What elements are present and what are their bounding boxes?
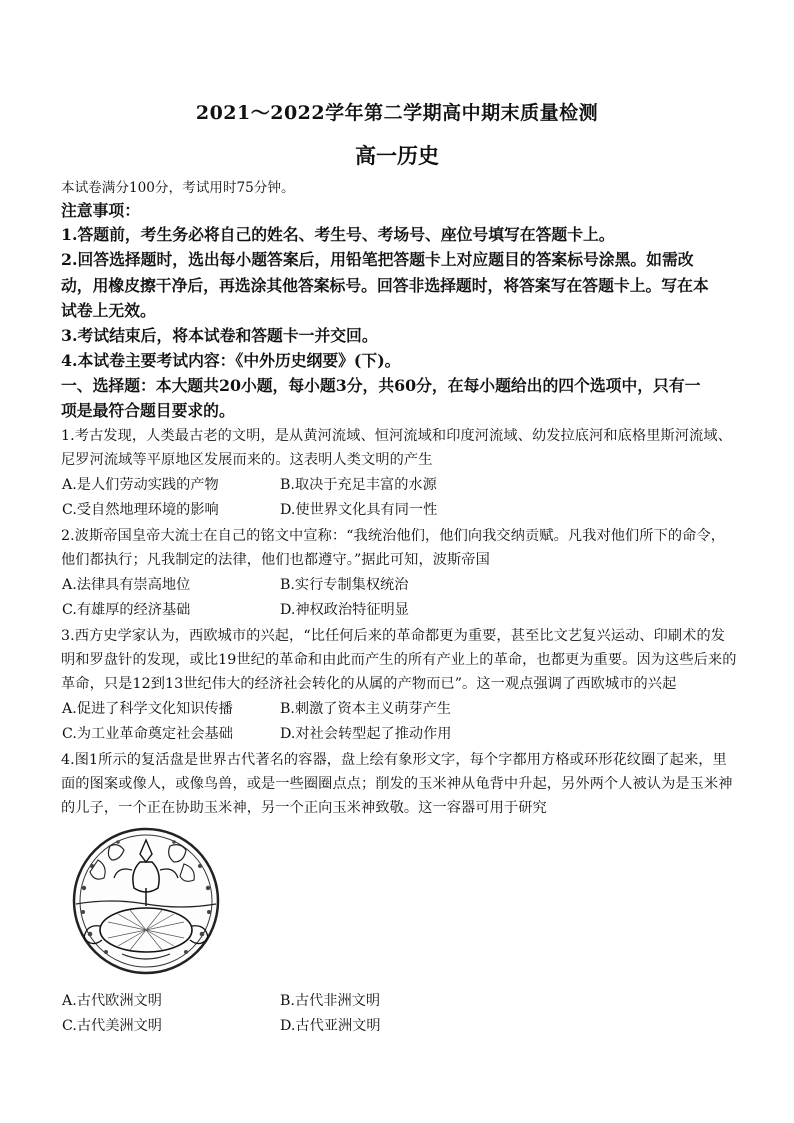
option-c: C.古代美洲文明 bbox=[62, 1018, 162, 1034]
notice-line: 1.答题前，考生务必将自己的姓名、考生号、考场号、座位号填写在答题卡上。 bbox=[61, 225, 615, 244]
exam-subject: 高一历史 bbox=[355, 143, 439, 168]
question-stem: 明和罗盘针的发现，或比19世纪的革命和由此而产生的所有产业上的革命，也都更为重要。因为这些后来的 bbox=[61, 652, 737, 668]
option-a: A.法律具有崇高地位 bbox=[62, 577, 191, 593]
option-b: B.古代非洲文明 bbox=[280, 993, 381, 1009]
notice-line: 3.考试结束后，将本试卷和答题卡一并交回。 bbox=[61, 326, 378, 345]
question-stem: 尼罗河流域等平原地区发展而来的。这表明人类文明的产生 bbox=[61, 452, 433, 468]
question-stem: 4.图1所示的复活盘是世界古代著名的容器，盘上绘有象形文字，每个字都用方格或环形花纹圈了起来，里 bbox=[61, 752, 727, 768]
option-c: C.受自然地理环境的影响 bbox=[62, 502, 219, 518]
option-a: A.是人们劳动实践的产物 bbox=[62, 477, 219, 493]
option-b: B.刺激了资本主义萌芽产生 bbox=[280, 701, 451, 717]
section-heading: 一、选择题：本大题共20小题，每小题3分，共60分，在每小题给出的四个选项中，只有一 bbox=[61, 376, 701, 395]
notice-heading: 注意事项： bbox=[61, 201, 140, 220]
question-stem: 革命，只是12到13世纪伟大的经济社会转化的从属的产物而已”。这一观点强调了西欧城市的兴起 bbox=[61, 676, 677, 692]
option-d: D.使世界文化具有同一性 bbox=[280, 502, 438, 518]
option-a: A.古代欧洲文明 bbox=[62, 993, 162, 1009]
notice-line: 4.本试卷主要考试内容：《中外历史纲要》(下)。 bbox=[61, 351, 401, 370]
question-stem: 2.波斯帝国皇帝大流士在自己的铭文中宣称：“我统治他们，他们向我交纳贡赋。凡我对他们所下的命令， bbox=[61, 528, 726, 544]
option-d: D.古代亚洲文明 bbox=[280, 1018, 381, 1034]
option-b: B.取决于充足丰富的水源 bbox=[280, 477, 437, 493]
question-stem: 的儿子，一个正在协助玉米神，另一个正向玉米神致敬。这一容器可用于研究 bbox=[61, 800, 547, 816]
option-c: C.有雄厚的经济基础 bbox=[62, 602, 191, 618]
option-b: B.实行专制集权统治 bbox=[280, 577, 409, 593]
question-stem: 面的图案或像人，或像鸟兽，或是一些圈圈点点；削发的玉米神从龟背中升起，另外两个人被认为是玉米神 bbox=[61, 776, 733, 792]
question-stem: 他们都执行；凡我制定的法律，他们也都遵守。”据此可知，波斯帝国 bbox=[61, 552, 490, 568]
option-c: C.为工业革命奠定社会基础 bbox=[62, 726, 233, 742]
section-heading: 项是最符合题目要求的。 bbox=[61, 401, 235, 420]
resurrection-plate-image bbox=[62, 826, 230, 976]
option-d: D.神权政治特征明显 bbox=[280, 602, 409, 618]
exam-title: 2021～2022学年第二学期高中期末质量检测 bbox=[195, 102, 599, 124]
notice-line: 2.回答选择题时，选出每小题答案后，用铅笔把答题卡上对应题目的答案标号涂黑。如需改 bbox=[61, 250, 694, 269]
notice-line: 试卷上无效。 bbox=[61, 301, 156, 320]
notice-line: 动，用橡皮擦干净后，再选涂其他答案标号。回答非选择题时，将答案写在答题卡上。写在本 bbox=[61, 276, 709, 295]
question-stem: 3.西方史学家认为，西欧城市的兴起，“比任何后来的革命都更为重要，甚至比文艺复兴运动、印刷术的发 bbox=[61, 628, 726, 644]
question-stem: 1.考古发现，人类最古老的文明，是从黄河流域、恒河流域和印度河流域、幼发拉底河和底格里斯河流域、 bbox=[61, 428, 732, 444]
exam-intro: 本试卷满分100分，考试用时75分钟。 bbox=[61, 180, 295, 196]
option-a: A.促进了科学文化知识传播 bbox=[62, 701, 233, 717]
option-d: D.对社会转型起了推动作用 bbox=[280, 726, 452, 742]
